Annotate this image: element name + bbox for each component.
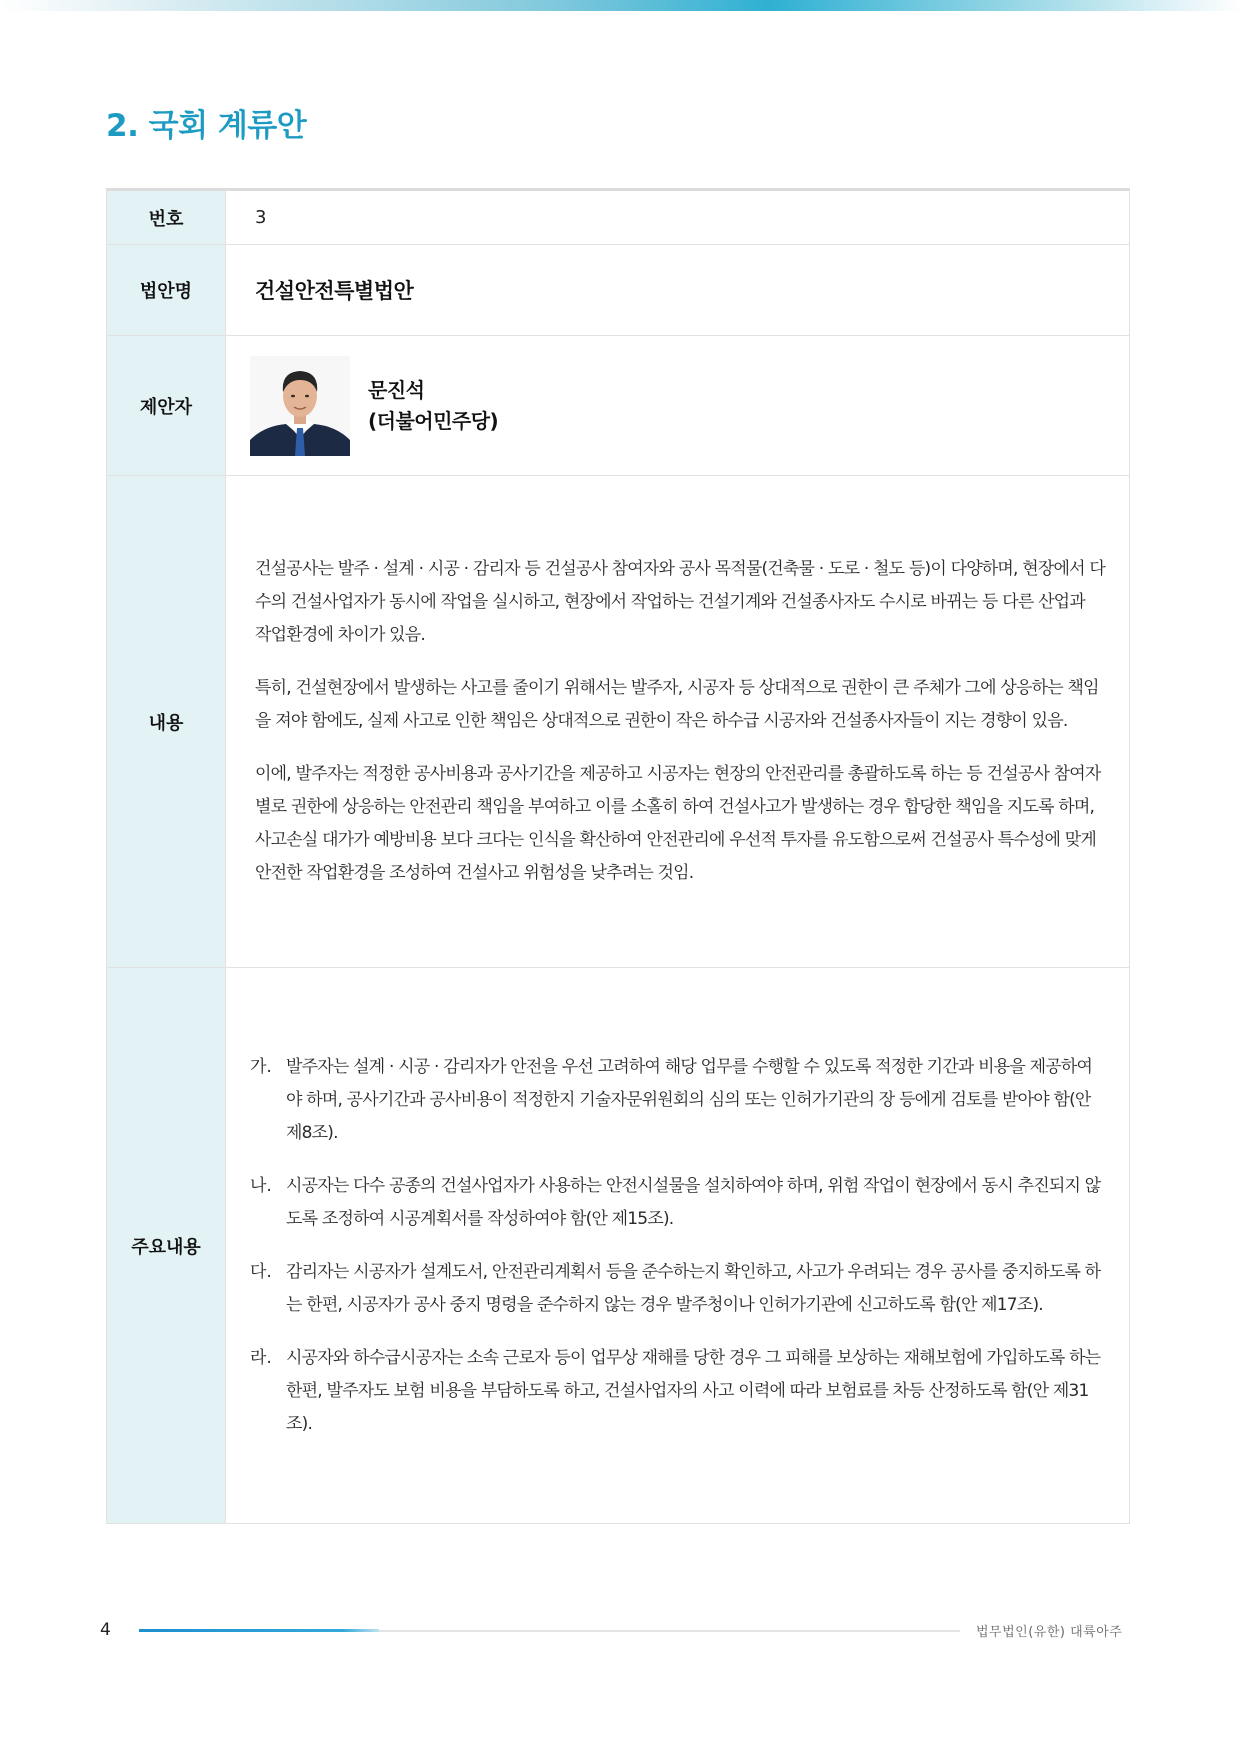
content-paragraph: 이에, 발주자는 적정한 공사비용과 공사기간을 제공하고 시공자는 현장의 안전관리를 총괄하도록 하는 등 건설공사 참여자별로 권한에 상응하는 안전관리 책임을 부여하고 이를 소홀히 하여 건설사고가 발생하는 경우 합당한 책임을 지도록 하며, 사고손실 대가가 예방비용 보다 크다는 인식을 확산하여 안전관리에 우선적 투자를 유도함으로써 건설공사 특수성에 맞게 안전한 작업환경을 조성하여 건설사고 위험성을 낮추려는 것임. xyxy=(255,764,1101,883)
footer-divider-accent xyxy=(139,1629,379,1632)
number-label: 번호 xyxy=(107,190,226,245)
proposer-photo xyxy=(250,356,350,456)
proposer-cell xyxy=(226,336,1130,476)
page-number: 4 xyxy=(100,1620,111,1640)
number-value: 3 xyxy=(226,190,1130,245)
top-gradient-bar xyxy=(0,0,1241,11)
main-point-text: 발주자는 설계 · 시공 · 감리자가 안전을 우선 고려하여 해당 업무를 수행할 수 있도록 적정한 기간과 비용을 제공하여야 하며, 공사기간과 공사비용이 적정한지 기술자문위원회의 심의 또는 인허가기관의 장 등에게 검토를 받아야 함(안 제8조). xyxy=(286,1056,1093,1143)
row-proposer xyxy=(107,336,1130,476)
content-paragraph: 건설공사는 발주 · 설계 · 시공 · 감리자 등 건설공사 참여자와 공사 목적물(건축물 · 도로 · 철도 등)이 다양하며, 현장에서 다수의 건설사업자가 동시에 작업을 실시하고, 현장에서 작업하는 건설기계와 건설종사자도 수시로 바뀌는 등 다른 산업과 작업환경에 차이가 있음. xyxy=(255,559,1105,645)
proposer-block xyxy=(250,356,1129,456)
portrait-illustration xyxy=(250,356,350,456)
main-points-label: 주요내용 xyxy=(107,968,226,1524)
row-bill-name xyxy=(107,245,1130,336)
bill-name-label: 법안명 xyxy=(107,245,226,336)
main-point-item xyxy=(250,1051,1105,1150)
main-point-marker: 다. xyxy=(250,1261,272,1282)
content-paragraph: 특히, 건설현장에서 발생하는 사고를 줄이기 위해서는 발주자, 시공자 등 상대적으로 권한이 큰 주체가 그에 상응하는 책임을 져야 함에도, 실제 사고로 인한 책임은 상대적으로 권한이 작은 하수급 시공자와 건설종사자들이 지는 경향이 있음. xyxy=(255,678,1099,731)
main-point-text: 감리자는 시공자가 설계도서, 안전관리계획서 등을 준수하는지 확인하고, 사고가 우려되는 경우 공사를 중지하도록 하는 한편, 시공자가 공사 중지 명령을 준수하지 않는 경우 발주청이나 인허가기관에 신고하도록 함(안 제17조). xyxy=(286,1261,1101,1315)
proposer-name: 문진석 xyxy=(368,377,425,402)
main-point-marker: 나. xyxy=(250,1175,272,1196)
content-label: 내용 xyxy=(107,476,226,968)
main-point-marker: 라. xyxy=(250,1347,272,1368)
proposer-party: (더불어민주당) xyxy=(368,408,499,433)
row-main-points xyxy=(107,968,1130,1524)
row-number xyxy=(107,190,1130,245)
main-point-text: 시공자와 하수급시공자는 소속 근로자 등이 업무상 재해를 당한 경우 그 피해를 보상하는 재해보험에 가입하도록 하는 한편, 발주자도 보험 비용을 부담하도록 하고, 건설사업자의 사고 이력에 따라 보험료를 차등 산정하도록 함(안 제31조). xyxy=(286,1347,1101,1434)
main-point-item xyxy=(250,1342,1105,1441)
bill-name-value: 건설안전특별법안 xyxy=(226,245,1130,336)
bill-info-table xyxy=(106,188,1130,1524)
row-content xyxy=(107,476,1130,968)
proposer-label: 제안자 xyxy=(107,336,226,476)
main-point-text: 시공자는 다수 공종의 건설사업자가 사용하는 안전시설물을 설치하여야 하며, 위험 작업이 현장에서 동시 추진되지 않도록 조정하여 시공계획서를 작성하여야 함(안 제15조). xyxy=(286,1175,1101,1229)
content-cell xyxy=(226,476,1130,968)
main-points-cell xyxy=(226,968,1130,1524)
main-point-item xyxy=(250,1256,1105,1322)
firm-name: 법무법인(유한) 대륙아주 xyxy=(976,1625,1123,1640)
main-point-item xyxy=(250,1170,1105,1236)
proposer-text xyxy=(368,375,498,437)
section-title: 2. 국회 계류안 xyxy=(106,108,307,144)
main-point-marker: 가. xyxy=(250,1056,272,1077)
